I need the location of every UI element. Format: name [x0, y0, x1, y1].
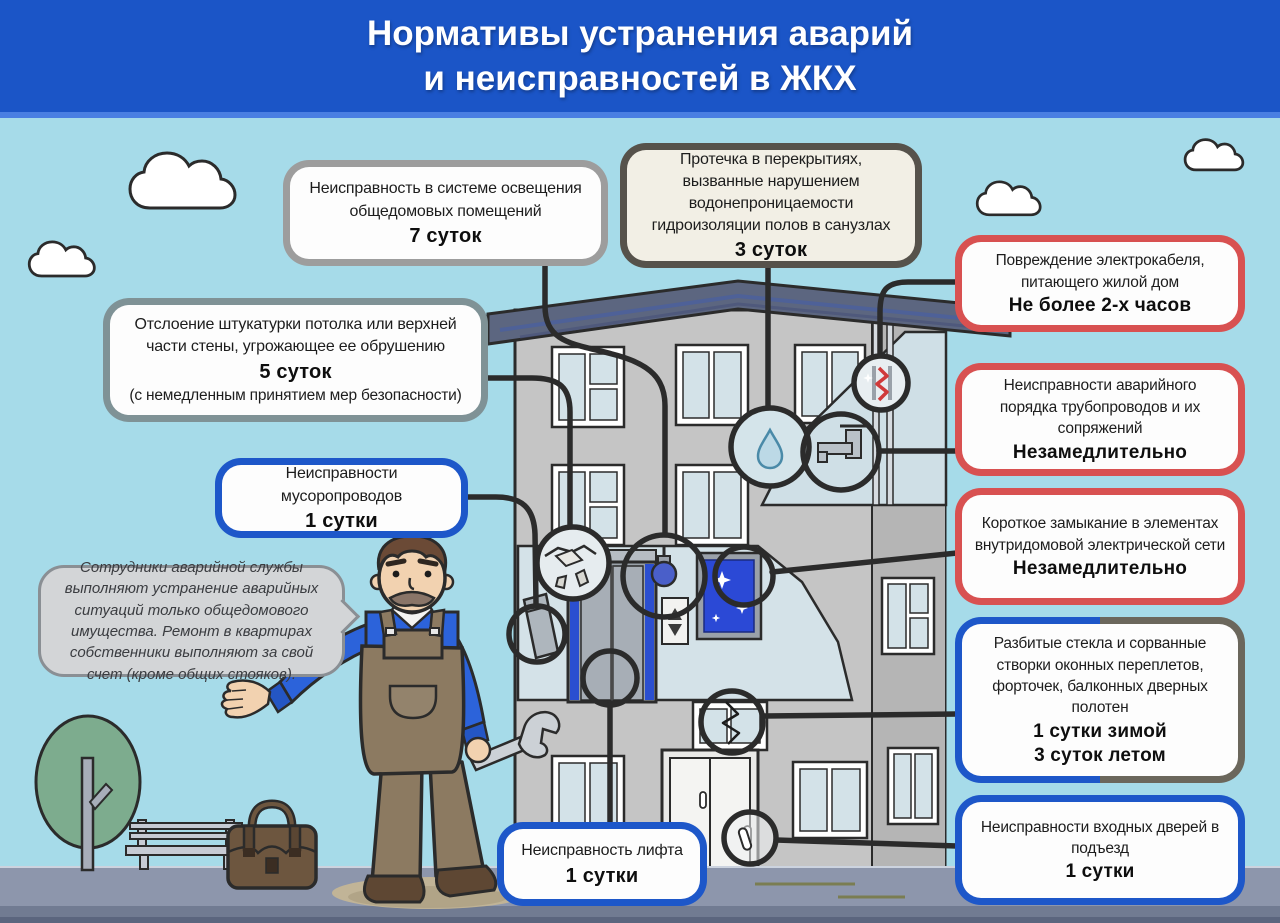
callout-power-cable-value: Не более 2-х часов — [1008, 294, 1192, 316]
callout-elevator — [497, 822, 707, 906]
callout-elevator-value: 1 сутки — [565, 864, 639, 887]
callout-power-cable-text: Повреждение электрокабеля, питающего жилой дом — [995, 252, 1205, 291]
callout-plaster-text: Отслоение штукатурки потолка или верхней части стены, угрожающее ее обрушению — [134, 316, 457, 356]
callout-ceiling-leak-value: 3 суток — [734, 239, 808, 262]
door-handle-magnifier — [724, 812, 776, 864]
callout-broken-windows-value2: 3 суток летом — [1034, 744, 1166, 766]
callout-pipelines-text: Неисправности аварийного порядка трубопроводов и их сопряжений — [999, 377, 1201, 438]
plaster-peeling-icon — [537, 527, 609, 599]
callout-plaster-note: (с немедленным принятием мер безопасности) — [129, 386, 462, 404]
tool-bag — [228, 804, 316, 888]
callout-lighting-text: Неисправность в системе освещения общедомовых помещений — [309, 180, 582, 220]
worker-head — [371, 536, 453, 614]
callout-pipelines-value: Незамедлительно — [1012, 441, 1188, 463]
callout-plaster-value: 5 суток — [259, 360, 332, 383]
callout-power-cable — [955, 235, 1245, 332]
callout-broken-windows-text: Разбитые стекла и сорванные створки оконных переплетов, форточек, балконных дверных полотен — [992, 635, 1208, 717]
callout-garbage-chute-value: 1 сутки — [305, 509, 378, 532]
callout-entrance-doors — [955, 795, 1245, 905]
speech-bubble-text: Сотрудники аварийной службы выполняют устранение аварийных ситуаций только общедомового имущества. Ремонт в квартирах собственники выполняют за свой счет (кроме общих стояков). — [64, 559, 319, 683]
speech-bubble — [38, 559, 345, 683]
callout-lighting — [283, 160, 608, 266]
callout-broken-windows-value: 1 сутки зимой — [1033, 720, 1167, 742]
callout-ceiling-leak — [620, 143, 922, 268]
callout-broken-windows — [955, 617, 1245, 783]
callout-entrance-doors-value: 1 сутки — [1065, 861, 1135, 883]
elevator-call-panel — [662, 598, 688, 644]
callout-short-circuit-text: Короткое замыкание в элементах внутридомовой электрической сети — [974, 515, 1226, 554]
electrical-panel-icon — [697, 553, 761, 639]
open-hand — [222, 680, 270, 717]
callout-elevator-text: Неисправность лифта — [521, 842, 683, 860]
callout-entrance-doors-text: Неисправности входных дверей в подъезд — [980, 818, 1220, 857]
callout-garbage-chute-text: Неисправности мусоропроводов — [280, 465, 403, 505]
water-drop-icon — [731, 408, 809, 486]
poster-title-line1: Нормативы устранения аварий — [366, 13, 914, 53]
callout-short-circuit-value: Незамедлительно — [1012, 557, 1188, 579]
poster-header — [0, 0, 1280, 118]
callout-short-circuit — [955, 488, 1245, 605]
callout-garbage-chute — [215, 458, 468, 538]
callout-pipelines — [955, 363, 1245, 476]
damaged-cable-icon — [854, 356, 908, 410]
tree — [36, 716, 140, 870]
callout-lighting-value: 7 суток — [409, 224, 482, 247]
callout-plaster — [103, 298, 488, 422]
poster-title-line2: и неисправностей в ЖКХ — [423, 59, 857, 98]
callout-ceiling-leak-text: Протечка в перекрытиях, вызванные нарушением водонепроницаемости гидроизоляции полов в санузлах — [651, 150, 891, 235]
